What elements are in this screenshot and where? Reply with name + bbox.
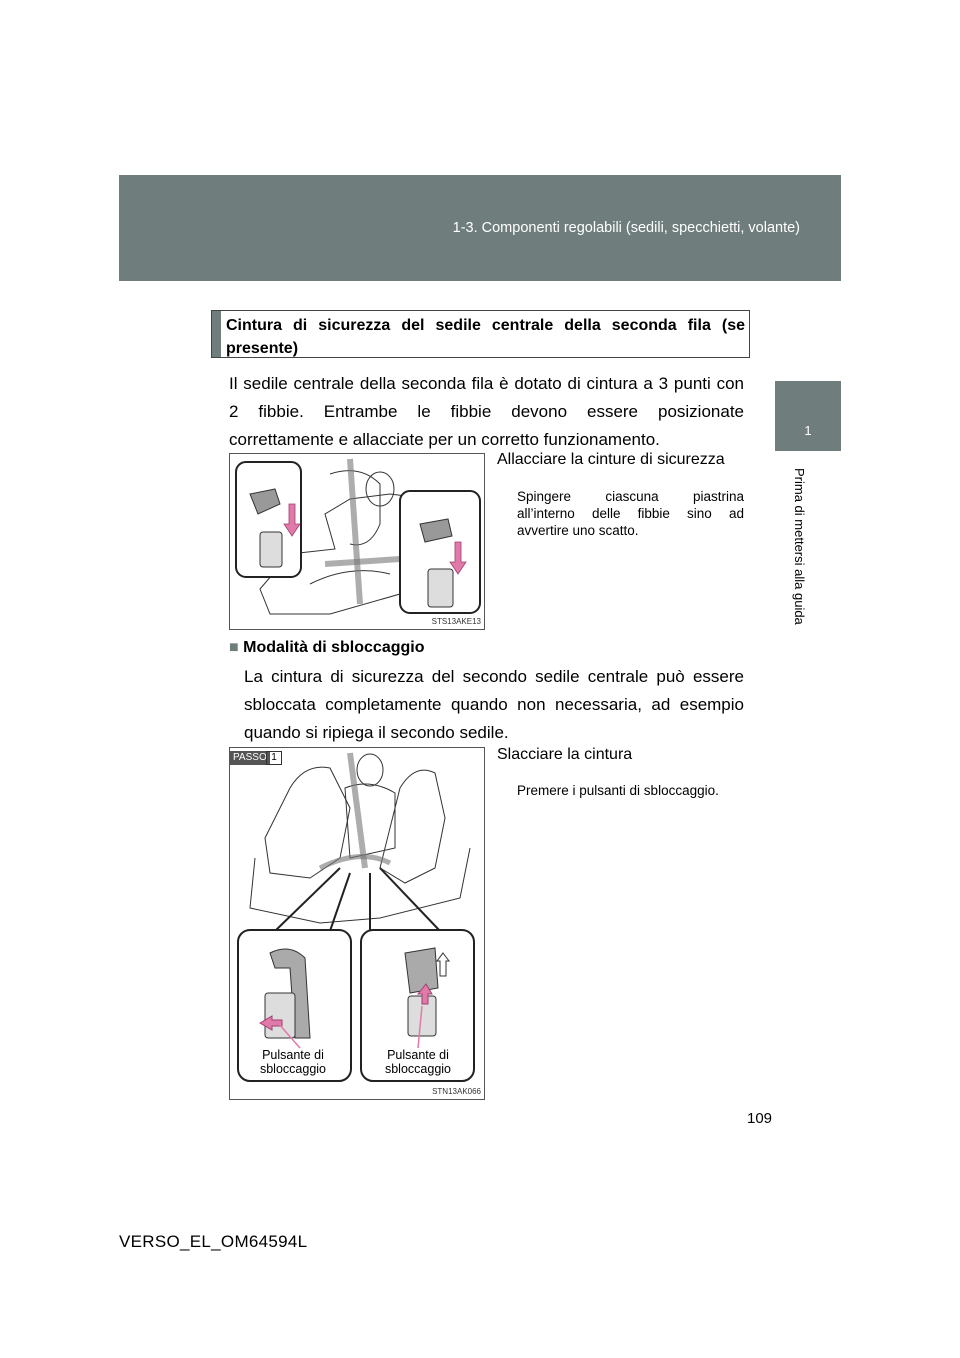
step-title-release: Slacciare la cintura — [497, 746, 633, 763]
figure-release-belt — [229, 747, 485, 1100]
chapter-number: 1 — [804, 423, 812, 438]
page-number: 109 — [747, 1110, 773, 1127]
step-badge: PASSO — [230, 751, 270, 765]
chapter-tab — [775, 381, 841, 451]
section-header: 1-3. Componenti regolabili (sedili, specchietti, volante) — [452, 220, 800, 236]
callout-label-left: Pulsante di sbloccaggio — [259, 1048, 326, 1076]
document-id: VERSO_EL_OM64594L — [119, 1232, 308, 1251]
section-title-box — [211, 310, 750, 358]
step-desc-fasten: Spingere ciascuna piastrina all’interno delle fibbie sino ad avvertire uno scatto. — [517, 489, 744, 538]
subsection-paragraph: La cintura di sicurezza del secondo sedile centrale può essere sbloccata completamente quando non necessaria, ad esempio quando si ripiega il secondo sedile. — [244, 667, 744, 742]
section-title-bar — [212, 311, 221, 357]
step-desc-release: Premere i pulsanti di sbloccaggio. — [517, 783, 719, 798]
subsection-title: Modalità di sbloccaggio — [243, 639, 425, 656]
step-title-fasten: Allacciare la cinture di sicurezza — [497, 451, 725, 468]
figure-code: STN13AK066 — [432, 1087, 481, 1096]
intro-paragraph: Il sedile centrale della seconda fila è dotato di cintura a 3 punti con 2 fibbie. Entrambe le fibbie devono essere posizionate correttamente e allacciate per un corretto funzionamento. — [229, 374, 744, 449]
figure-fasten-belt — [229, 453, 485, 630]
chapter-title: Prima di mettersi alla guida — [792, 468, 807, 625]
subsection-heading — [229, 639, 424, 657]
fasten-belt-illustration — [230, 454, 484, 629]
figure-code: STS13AKE13 — [431, 617, 481, 626]
section-title: Cintura di sicurezza del sedile centrale della seconda fila (se presente) — [226, 317, 745, 357]
release-belt-illustration — [230, 748, 484, 1099]
chapter-title-vertical — [793, 468, 807, 638]
callout-label-right: Pulsante di sbloccaggio — [384, 1048, 451, 1076]
step-number: 1 — [266, 751, 282, 765]
bullet-square-icon: ■ — [229, 639, 239, 656]
